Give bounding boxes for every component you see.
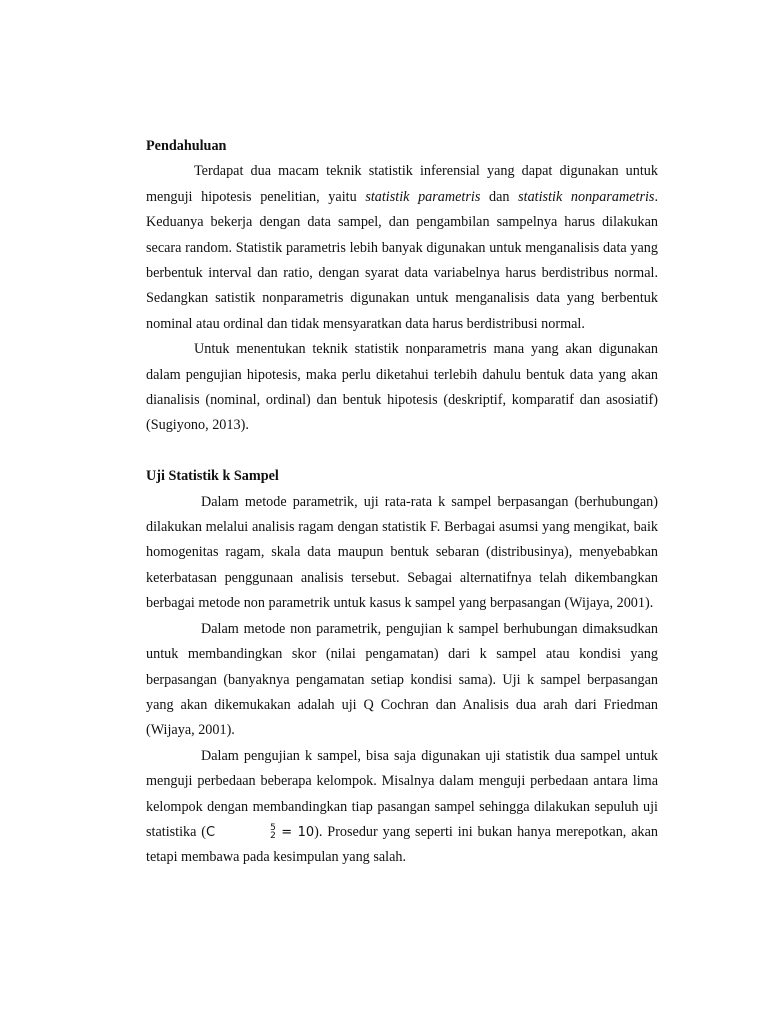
section-gap: [146, 439, 658, 464]
paragraph-pendahuluan-1: [146, 159, 658, 337]
paragraph-uji-2: Dalam metode non parametrik, pengujian k sampel berhubungan dimaksudkan untuk membandingkan skor (nilai pengamatan) dari k sampel atau kondisi yang berpasangan (banyaknya pengamatan setiap kondisi sama). Uji k sampel berpasangan yang akan dikemukakan adalah uji Q Cochran dan Analisis dua arah dari Friedman (Wijaya, 2001).: [146, 620, 658, 739]
section-heading-uji-statistik: Uji Statistik k Sampel: [146, 468, 279, 485]
paragraph-uji-1: Dalam metode parametrik, uji rata-rata k sampel berpasangan (berhubungan) dilakukan melalui analisis ragam dengan statistik F. Berbagai asumsi yang mengikat, baik homogenitas ragam, skala data maupun bentuk sebaran (distribusinya), menyebabkan keterbatasan penggunaan analisis tersebut. Sebagai alternatifnya telah dikembangkan berbagai metode non parametrik untuk kasus k sampel yang berpasangan (Wijaya, 2001).: [146, 493, 658, 612]
italic-term-parametris: statistik parametris: [365, 188, 481, 205]
math-subscript: 2: [270, 830, 276, 841]
math-superscript: 5: [270, 822, 276, 833]
document-page: [146, 134, 658, 871]
math-scripts: [215, 824, 276, 840]
text-run: ). Prosedur yang seperti ini bukan hanya merepotkan, akan tetapi membawa pada kesimpulan yang salah.: [146, 823, 658, 866]
paragraph-uji-3: [146, 744, 658, 871]
math-equals: = 10: [275, 824, 315, 840]
math-base: C: [206, 824, 216, 840]
text-run: . Keduanya bekerja dengan data sampel, dan pengambilan sampelnya harus dilakukan secara random. Statistik parametris lebih banyak digunakan untuk menganalisis data yang berbentuk interval dan ratio, dengan syarat data variabelnya harus berdistribus normal. Sedangkan satistik nonparametris digunakan untuk menganalisis data yang berbentuk nominal atau ordinal dan tidak mensyaratkan data harus berdistribusi normal.: [146, 188, 658, 332]
paragraph-pendahuluan-2: Untuk menentukan teknik statistik nonparametris mana yang akan digunakan dalam pengujian hipotesis, maka perlu diketahui terlebih dahulu bentuk data yang akan dianalisis (nominal, ordinal) dan bentuk hipotesis (deskriptif, komparatif dan asosiatif) (Sugiyono, 2013).: [146, 341, 658, 434]
section-heading-pendahuluan: Pendahuluan: [146, 138, 227, 154]
italic-term-nonparametris: statistik nonparametris: [518, 188, 655, 205]
text-run: dan: [480, 188, 519, 205]
text-run: Dalam pengujian k sampel, bisa saja digunakan uji statistik dua sampel untuk menguji perbedaan beberapa kelompok. Misalnya dalam menguji perbedaan antara lima kelompok dengan membandingkan tiap pasangan sampel sehingga dilakukan sepuluh uji statistika (: [146, 747, 658, 840]
text-run: Terdapat dua macam teknik statistik inferensial yang dapat digunakan untuk menguji hipotesis penelitian, yaitu: [146, 163, 658, 205]
math-combination-formula: [206, 822, 315, 841]
